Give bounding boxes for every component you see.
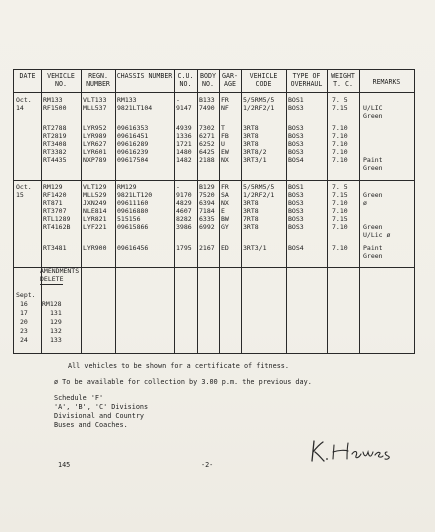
- cell-chassis-number: 9821LT120: [117, 191, 153, 199]
- cell-garage: FR: [221, 183, 229, 191]
- cell-body-no: 6271: [199, 132, 215, 140]
- cell-type-of-overhaul: BOS3: [288, 223, 304, 231]
- header-type-of-overhaul: TYPE OF OVERHAUL: [290, 72, 323, 88]
- cell-type-of-overhaul: BOS3: [288, 207, 304, 215]
- cell-type-of-overhaul: BOS3: [288, 148, 304, 156]
- cell-weight: 7.15: [332, 215, 348, 223]
- amendment-day: 16: [20, 300, 28, 308]
- cell-chassis-number: 9821LT104: [117, 104, 153, 112]
- department-line-1: Divisional and Country: [54, 412, 145, 420]
- table-row: [14, 245, 414, 253]
- cell-type-of-overhaul: BOS3: [288, 140, 304, 148]
- amendment-day: 24: [20, 336, 28, 344]
- cell-regn-number: LYR601: [83, 148, 107, 156]
- cell-garage: U: [221, 140, 225, 148]
- cell-chassis-number: 09616289: [117, 140, 149, 148]
- cell-regn-number: NXP789: [83, 156, 107, 164]
- cell-chassis-number: 09616456: [117, 244, 149, 252]
- cell-body-no: 2188: [199, 156, 215, 164]
- cell-regn-number: LYR952: [83, 124, 107, 132]
- handwritten-signature: [308, 437, 400, 465]
- note-certificate: All vehicles to be shown for a certificate of fitness.: [68, 362, 289, 370]
- cell-cu-no: 4607: [176, 207, 192, 215]
- cell-remarks: Green: [363, 191, 383, 199]
- date-group-divider: [14, 180, 414, 181]
- cell-vehicle-no: RT3408: [43, 140, 67, 148]
- cell-weight: 7.10: [332, 148, 348, 156]
- cell-regn-number: LYR900: [83, 244, 107, 252]
- cell-regn-number: LYF221: [83, 223, 107, 231]
- cell-vehicle-no: RT4435: [43, 156, 67, 164]
- cell-garage: BW: [221, 215, 229, 223]
- cell-weight: 7.10: [332, 199, 348, 207]
- cell-garage: GY: [221, 223, 229, 231]
- cell-vehicle-code: 3RT8/2: [243, 148, 267, 156]
- cell-cu-no: 9170: [176, 191, 192, 199]
- cell-weight: 7.10: [332, 207, 348, 215]
- amendment-vehicle: 132: [50, 327, 62, 335]
- cell-chassis-number: 09616353: [117, 124, 149, 132]
- cell-vehicle-code: 3RT8: [243, 223, 259, 231]
- cell-regn-number: NLE814: [83, 207, 107, 215]
- cell-garage: EW: [221, 148, 229, 156]
- amendment-vehicle: RM128: [42, 300, 62, 308]
- cell-cu-no: 4829: [176, 199, 192, 207]
- amendment-vehicle: 131: [50, 309, 62, 317]
- cell-regn-number: JXN249: [83, 199, 107, 207]
- cell-cu-no: 1480: [176, 148, 192, 156]
- cell-remarks: U/LIC: [363, 104, 383, 112]
- header-vehicle-code: VEHICLE CODE: [249, 72, 278, 88]
- cell-remarks: Green: [363, 252, 383, 260]
- amendment-vehicle: 129: [50, 318, 62, 326]
- cell-chassis-number: 09616239: [117, 148, 149, 156]
- cell-cu-no: 1721: [176, 140, 192, 148]
- cell-date: 14: [16, 104, 24, 112]
- header-garage: GAR-AGE: [222, 72, 238, 88]
- cell-chassis-number: RM129: [117, 183, 137, 191]
- cell-vehicle-no: RT3481: [43, 244, 67, 252]
- department-line-2: Buses and Coaches.: [54, 421, 128, 429]
- cell-type-of-overhaul: BOS3: [288, 124, 304, 132]
- cell-type-of-overhaul: BOS1: [288, 183, 304, 191]
- cell-body-no: 6425: [199, 148, 215, 156]
- cell-vehicle-code: 3RT8: [243, 132, 259, 140]
- header-cu-no: C.U. NO.: [177, 72, 194, 88]
- cell-remarks: Green: [363, 223, 383, 231]
- cell-regn-number: MLL529: [83, 191, 107, 199]
- cell-regn-number: LYR989: [83, 132, 107, 140]
- cell-vehicle-no: RTL1289: [43, 215, 71, 223]
- cell-vehicle-no: RF1500: [43, 104, 67, 112]
- cell-vehicle-no: RT3707: [43, 207, 67, 215]
- cell-cu-no: 3986: [176, 223, 192, 231]
- divisions-label: 'A', 'B', 'C' Divisions: [54, 403, 149, 411]
- header-body-no: BODY NO.: [200, 72, 216, 88]
- header-chassis-number: CHASSIS NUMBER: [116, 72, 173, 80]
- table-row: [14, 165, 414, 173]
- header-divider: [14, 92, 414, 93]
- cell-remarks: Green: [363, 112, 383, 120]
- cell-chassis-number: 09616880: [117, 207, 149, 215]
- cell-body-no: 6394: [199, 199, 215, 207]
- cell-body-no: 7490: [199, 104, 215, 112]
- cell-body-no: 7302: [199, 124, 215, 132]
- cell-type-of-overhaul: BOS1: [288, 96, 304, 104]
- cell-body-no: 2167: [199, 244, 215, 252]
- delete-title: DELETE: [40, 275, 64, 283]
- cell-chassis-number: 09611160: [117, 199, 149, 207]
- cell-vehicle-no: RT2819: [43, 132, 67, 140]
- cell-vehicle-code: 5/5RM5/5: [243, 183, 275, 191]
- cell-vehicle-code: 1/2RF2/1: [243, 104, 275, 112]
- cell-vehicle-code: 3RT8: [243, 199, 259, 207]
- header-weight: WEIGHT T. C.: [331, 72, 355, 88]
- cell-vehicle-code: 3RT8: [243, 207, 259, 215]
- cell-cu-no: 9147: [176, 104, 192, 112]
- cell-date: Oct.: [16, 96, 32, 104]
- cell-garage: NX: [221, 199, 229, 207]
- cell-vehicle-code: 3RT8: [243, 124, 259, 132]
- cell-date: Oct.: [16, 183, 32, 191]
- cell-vehicle-no: RT2788: [43, 124, 67, 132]
- cell-vehicle-no: RT871: [43, 199, 63, 207]
- amendments-month: Sept.: [16, 291, 36, 299]
- amendment-vehicle: 133: [50, 336, 62, 344]
- cell-body-no: 7184: [199, 207, 215, 215]
- page-number: -2-: [201, 461, 214, 469]
- cell-type-of-overhaul: BOS4: [288, 244, 304, 252]
- cell-weight: 7.10: [332, 223, 348, 231]
- cell-type-of-overhaul: BOS3: [288, 215, 304, 223]
- cell-remarks: Paint: [363, 156, 383, 164]
- amendments-title: AMENDMENTS: [40, 267, 80, 275]
- cell-garage: SA: [221, 191, 229, 199]
- cell-type-of-overhaul: BOS3: [288, 191, 304, 199]
- cell-garage: NX: [221, 156, 229, 164]
- cell-vehicle-no: RT4162B: [43, 223, 71, 231]
- cell-weight: 7.15: [332, 104, 348, 112]
- cell-vehicle-code: 1/2RF2/1: [243, 191, 275, 199]
- cell-vehicle-code: 3RT8: [243, 140, 259, 148]
- cell-body-no: 7520: [199, 191, 215, 199]
- cell-cu-no: 1336: [176, 132, 192, 140]
- cell-regn-number: LYR627: [83, 140, 107, 148]
- table-row: [14, 232, 414, 240]
- cell-chassis-number: 09615866: [117, 223, 149, 231]
- cell-chassis-number: 515156: [117, 215, 141, 223]
- cell-chassis-number: 09617504: [117, 156, 149, 164]
- cell-vehicle-code: 3RT3/1: [243, 156, 267, 164]
- cell-cu-no: -: [176, 96, 180, 104]
- cell-weight: 7.10: [332, 124, 348, 132]
- cell-weight: 7.15: [332, 191, 348, 199]
- cell-chassis-number: 09616451: [117, 132, 149, 140]
- cell-vehicle-code: 7RT8: [243, 215, 259, 223]
- cell-vehicle-no: RF1420: [43, 191, 67, 199]
- cell-chassis-number: RM133: [117, 96, 137, 104]
- cell-vehicle-no: RM129: [43, 183, 63, 191]
- amendment-day: 20: [20, 318, 28, 326]
- cell-remarks: U/Lic ø: [363, 231, 391, 239]
- cell-cu-no: -: [176, 183, 180, 191]
- cell-body-no: 6992: [199, 223, 215, 231]
- cell-cu-no: 8282: [176, 215, 192, 223]
- cell-remarks: Green: [363, 164, 383, 172]
- table-row: [14, 105, 414, 113]
- cell-type-of-overhaul: BOS3: [288, 199, 304, 207]
- cell-vehicle-code: 5/5RM5/5: [243, 96, 275, 104]
- cell-body-no: 6335: [199, 215, 215, 223]
- header-remarks: REMARKS: [372, 78, 401, 86]
- cell-cu-no: 1795: [176, 244, 192, 252]
- cell-type-of-overhaul: BOS3: [288, 132, 304, 140]
- cell-weight: 7.10: [332, 132, 348, 140]
- cell-garage: FB: [221, 132, 229, 140]
- cell-remarks: ø: [363, 199, 367, 207]
- cell-regn-number: VLT133: [83, 96, 107, 104]
- schedule-label: Schedule 'F': [54, 394, 104, 402]
- amendment-day: 17: [20, 309, 28, 317]
- header-vehicle-no: VEHICLE NO.: [47, 72, 75, 88]
- cell-garage: E: [221, 207, 225, 215]
- note-collection: ø To be available for collection by 3.00 p.m. the previous day.: [54, 378, 312, 386]
- cell-weight: 7. 5: [332, 183, 348, 191]
- cell-body-no: B133: [199, 96, 215, 104]
- cell-garage: T: [221, 124, 225, 132]
- cell-weight: 7.10: [332, 244, 348, 252]
- cell-weight: 7.10: [332, 140, 348, 148]
- cell-garage: NF: [221, 104, 229, 112]
- table-row: [14, 224, 414, 232]
- cell-remarks: Paint: [363, 244, 383, 252]
- cell-weight: 7. 5: [332, 96, 348, 104]
- reference-number: 145: [58, 461, 71, 469]
- cell-regn-number: VLT129: [83, 183, 107, 191]
- header-date: DATE: [19, 72, 36, 80]
- cell-weight: 7.10: [332, 156, 348, 164]
- cell-regn-number: MLL537: [83, 104, 107, 112]
- cell-garage: ED: [221, 244, 229, 252]
- cell-vehicle-no: RT3382: [43, 148, 67, 156]
- cell-type-of-overhaul: BOS3: [288, 104, 304, 112]
- cell-body-no: B129: [199, 183, 215, 191]
- cell-cu-no: 1482: [176, 156, 192, 164]
- overhaul-schedule-table: [13, 69, 415, 354]
- cell-garage: FR: [221, 96, 229, 104]
- cell-vehicle-no: RM133: [43, 96, 63, 104]
- cell-regn-number: LYR821: [83, 215, 107, 223]
- cell-vehicle-code: 3RT3/1: [243, 244, 267, 252]
- cell-date: 15: [16, 191, 24, 199]
- header-regn-number: REGN. NUMBER: [86, 72, 110, 88]
- cell-type-of-overhaul: BOS4: [288, 156, 304, 164]
- cell-cu-no: 4939: [176, 124, 192, 132]
- table-row: [14, 113, 414, 121]
- table-row: [14, 157, 414, 165]
- table-row: [14, 253, 414, 261]
- amendment-day: 23: [20, 327, 28, 335]
- cell-body-no: 6252: [199, 140, 215, 148]
